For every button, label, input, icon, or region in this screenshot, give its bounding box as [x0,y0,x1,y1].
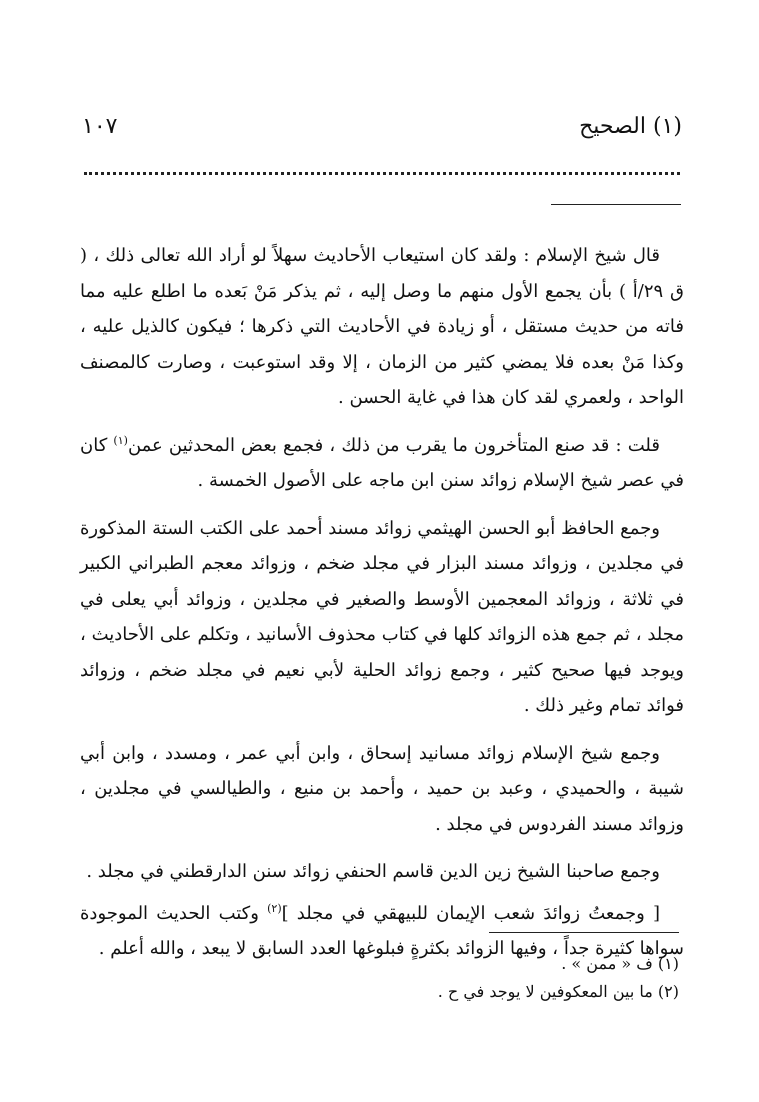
paragraph-text: قلت : قد صنع المتأخرون ما يقرب من ذلك ، فجمع بعض المحدثين عمن [127,434,660,456]
paragraph: وجمع شيخ الإسلام زوائد مسانيد إسحاق ، وابن أبي عمر ، ومسدد ، وابن أبي شيبة ، والحميدي ، وعبد بن حميد ، وأحمد بن منيع ، والطيالسي في مجلدين ، وزوائد مسند الفردوس في مجلد . [80,742,684,835]
footnotes [79,950,679,1006]
paragraph: وجمع صاحبنا الشيخ زين الدين قاسم الحنفي زوائد سنن الدارقطني في مجلد . [86,861,660,882]
paragraph-text: [ وجمعتُ زوائدَ شعب الإيمان للبيهقي في مجلد ] [281,902,660,924]
chapter-title: (١) الصحيح [579,114,682,139]
footnote: (١) ف « ممن » . [561,954,679,973]
page-number: ١٠٧ [82,114,118,139]
short-rule [551,204,681,205]
footnote-ref: (١) [113,433,128,447]
paragraph [80,428,684,499]
footnote-rule [489,932,679,933]
running-header [82,110,682,144]
paragraph-text: كان في عصر شيخ الإسلام زوائد سنن ابن ماجه على الأصول الخمسة . [80,434,684,491]
footnote: (٢) ما بين المعكوفين لا يوجد في ح . [437,982,679,1001]
main-text [80,238,684,979]
paragraph: قال شيخ الإسلام : ولقد كان استيعاب الأحاديث سهلاً لو أراد الله تعالى ذلك ، ( ق ٢٩/أ ) بأن يجمع الأول منهم ما وصل إليه ، ثم يذكر مَنْ بَعده ما اطلع عليه مما فاته من حديث مستقل ، أو زيادة في الأحاديث التي ذكرها ؛ فيكون كالذيل عليه ، وكذا مَنْ بعده فلا يمضي كثير من الزمان ، إلا وقد استوعبت ، وصارت كالمصنف الواحد ، ولعمري لقد كان هذا في غاية الحسن . [80,245,684,408]
paragraph: وجمع الحافظ أبو الحسن الهيثمي زوائد مسند أحمد على الكتب الستة المذكورة في مجلدين ، وزوائد مسند البزار في مجلد ضخم ، وزوائد معجم الطبراني الكبير في ثلاثة ، وزوائد المعجمين الأوسط والصغير في مجلدين ، وزوائد أبي يعلى في مجلد ، ثم جمع هذه الزوائد كلها في كتاب محذوف الأسانيد ، وتكلم على الأحاديث ، ويوجد فيها صحيح كثير ، وجمع زوائد الحلية لأبي نعيم في مجلد ضخم ، وزوائد فوائد تمام وغير ذلك . [80,517,684,716]
footnote-ref: (٢) [267,901,282,915]
dotted-divider [84,172,680,175]
paragraph-text: وكتب الحديث الموجودة سواها كثيرة جداً ، وفيها الزوائد بكثرةٍ فبلوغها العدد السابق لا يبعد ، والله أعلم . [80,902,684,959]
